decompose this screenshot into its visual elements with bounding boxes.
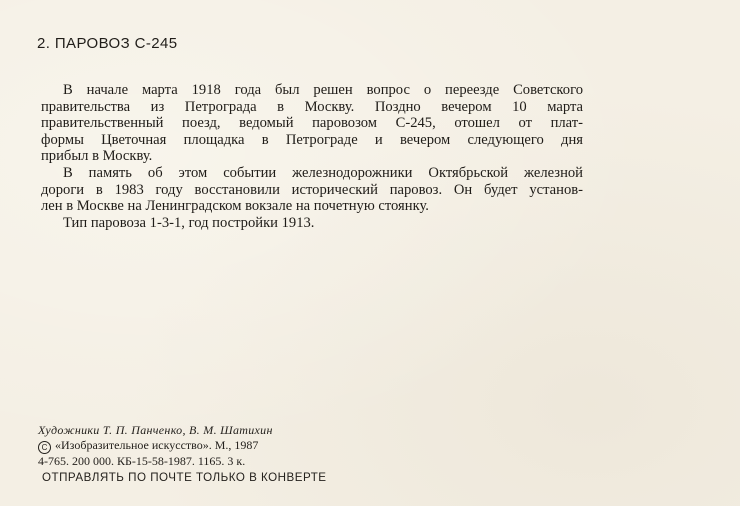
- description-line: В начале марта 1918 года был решен вопрос о переезде Советского: [63, 82, 583, 98]
- credits-block: [38, 423, 273, 468]
- description-line: формы Цветочная площадка в Петрограде и вечером следующего дня: [41, 131, 583, 148]
- publisher-line: [38, 438, 273, 454]
- description-line: правительства из Петрограда в Москву. Поздно вечером 10 марта: [41, 98, 583, 115]
- print-info: 4-765. 200 000. КБ-15-58-1987. 1165. 3 к.: [38, 453, 246, 468]
- description-text: [41, 82, 583, 231]
- copyright-icon: C: [38, 441, 51, 454]
- description-line: дороги в 1983 году восстановили исторический паровоз. Он будет установ-: [41, 181, 583, 198]
- artists-credit: Художники Т. П. Панченко, В. М. Шатихин: [38, 423, 273, 437]
- card-title: 2. ПАРОВОЗ С-245: [37, 35, 178, 52]
- publisher-text: «Изобразительное искусство». М., 1987: [55, 437, 259, 452]
- description-line: лен в Москве на Ленинградском вокзале на почетную стоянку.: [41, 198, 429, 215]
- description-line: В память об этом событии железнодорожники Октябрьской железной: [63, 164, 583, 181]
- description-line: правительственный поезд, ведомый паровозом С-245, отошел от плат-: [41, 115, 583, 132]
- mailing-instruction: ОТПРАВЛЯТЬ ПО ПОЧТЕ ТОЛЬКО В КОНВЕРТЕ: [42, 471, 327, 484]
- description-line: Тип паровоза 1-3-1, год постройки 1913.: [63, 214, 315, 231]
- description-line: прибыл в Москву.: [41, 148, 153, 165]
